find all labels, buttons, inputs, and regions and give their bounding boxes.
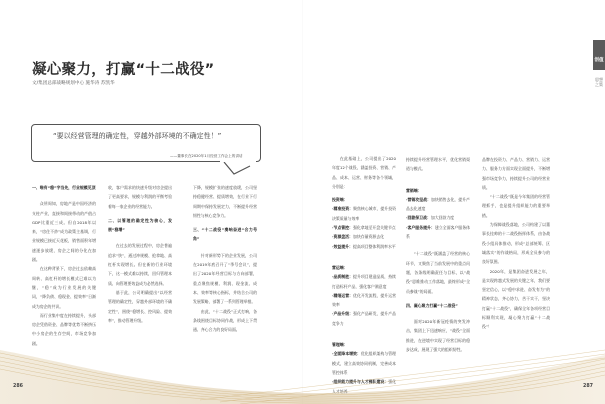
bullet-item: ·精准投资：聚焦核心城市，提升投资决策质量与效率	[332, 206, 396, 221]
bullet-item: ·组织能力提升与人才梯队建设：强化人才培养	[332, 379, 397, 394]
section-heading-2: 二、以管理的确定性为核心，发展“稳增”	[108, 217, 172, 233]
column-5	[406, 155, 470, 354]
paragraph: 为保障战役落地，公司构建了以董事长挂帅的十二战役指挥体系，由各战役小组具体推动，形成“总部统筹、区域落实”的作战格局，形成全员参与的良好氛围。	[482, 222, 550, 265]
page-gutter	[302, 0, 303, 404]
subsection-label: 管理端：	[332, 342, 348, 348]
bullet-item: ·精细运营：优化开发流程，提升运营效率	[332, 292, 396, 308]
bullet-item: ·节点管控：强化拿地至开盘关键节点	[332, 225, 396, 231]
paragraph: 在过去的发展过程中，房企普遍追求“快”，通过冲规模、抢拿地、高杠杆实现增长。但在新的行业环境下，这一模式难以持续，回归管理本质、向管理要效益成为必然选择。	[108, 243, 172, 286]
section-tab-label: 创值	[594, 58, 604, 63]
bullet-item: ·效益提升：提高项目整体利润率水平	[332, 243, 396, 249]
bullet-item: ·营销攻坚战：加快销售去化，提升产品去化速度	[406, 196, 470, 212]
page-number-left: 286	[13, 384, 24, 389]
paragraph: 众所周知，房地产是中国经济的支柱产业，直接和间接带动的产值占GDP比重近三成。但自2018年以来，“房住不炒”成为政策主基调，行业规模已接近天花板，销售面积年增速逐步放缓，房企之间的分化在加剧。	[32, 201, 96, 263]
column-3	[193, 183, 257, 334]
section-sub-label: 思想之策	[595, 77, 603, 87]
paragraph: “十二战役”既涵盖了经营的核心环节，又聚焦了当前发展中的重点问题，各条线明确责任与目标，以“战役”思维推动工作落地，最终形成“全员参战”的局面。	[406, 251, 470, 294]
paragraph: 在这种背景下，房企过去依赖高周转、高杠杆的增长模式已难以为继，“稳”成为行业发展的关键词，“降负债、稳现金、提效率”日渐成为房企的共识。	[32, 266, 96, 309]
section-tab	[593, 40, 605, 70]
bullet-item: ·产品升级：强化产品研发，提升产品竞争力	[332, 311, 396, 326]
paragraph: 2020年，是集团奋进发展之年，是实现跨越式发展的关键之年，我们要坚定信心，以“稳中求进、奋发有为”的精神状态，齐心协力，苦干实干，坚决打赢“十二战役”，确保全年各项经营目标顺利实现，凝心聚力打赢“十二战役”！	[482, 268, 550, 330]
paragraph: 基于此，公司明确提出“以经营管理的确定性，穿越外部环境的不确定性”，围绕“稳增长、控风险、提效率”，推动管理升级。	[108, 289, 172, 323]
paragraph: 收，客户需求的快速升级对房企提出了更高要求，规模与利润的平衡考验着每一家企业的经营能力。	[108, 185, 172, 209]
speech-bubble-tail-icon	[220, 160, 256, 176]
subsection-label: 营销端：	[406, 187, 422, 193]
paragraph: 持续提升经营管理水平，优化营销渠道与模式。	[406, 157, 470, 172]
paragraph: 而行业集中度在持续提升，头部房企凭借资金、品牌等优势不断挤压中小房企的生存空间，市场竞争加剧。	[32, 312, 96, 346]
bullet-item: ·客户服务提升：建立全面客户服务体系	[406, 224, 471, 240]
quote-text: “要以经营管理的确定性，穿越外部环境的不确定性！”	[53, 132, 222, 140]
paragraph: 品牌在投资力、产品力、营销力、运营力、服务力方面实现全面提升，不断增强市场竞争力，持续提升公司的经营业绩。	[482, 157, 550, 190]
bullet-item: ·资源盘活：加快存量资源去化	[332, 234, 385, 240]
paragraph: “十二战役”既是今年集团的经营管理抓手，也是提升组织能力的重要举措。	[482, 194, 550, 218]
bullet-item: ·全面降本增效：优化组织架构与管理模式，建立高效协同机制，完善成本管控体系	[332, 351, 397, 375]
paragraph: 下降，规模扩张的速度放缓，公司坚持稳健经营、提质增效，在行业下行周期中保持发展定力，不断提升经营韧性与核心竞争力。	[193, 185, 257, 218]
quote-attribution: ——董事长在2020年1月经营工作会上的讲话	[170, 154, 243, 158]
column-6	[482, 155, 550, 332]
bullet-item: ·回款保卫战：加大回款力度	[406, 215, 455, 221]
page-number-right: 287	[583, 384, 594, 389]
article-title: 凝心聚力，打赢“十二战役”	[32, 62, 215, 78]
article-byline: 文/集团总部战略规划中心 施华涛 苏凯华	[32, 81, 115, 86]
paragraph: 由此，“十二战役”正式打响，各条线围绕目标协同作战，形成上下贯通、齐心合力的良好局面。	[193, 308, 257, 333]
subsection-label: 投资端：	[332, 197, 348, 203]
paragraph: 面对2020年新冠疫情的突发冲击，集团上下迅速响应，“战役”全面推进，在逆境中实现了经营目标的稳步达成，展现了强大的组织韧性。	[406, 319, 470, 353]
section-heading-1: 一、唯有“稳”字当先，行业规模见顶	[32, 185, 96, 190]
subsection-label: 营运端：	[332, 264, 348, 270]
paragraph: 针对新形势下的企业发展，公司在2019年底召开了“季号会议”，提出了2020年经营目标与方向部署，重点聚焦规模、利润、现金流、成本、效率等核心指标，并结合公司的发展策略，部署了一系列管理举措。	[193, 252, 257, 305]
column-1	[32, 183, 96, 348]
section-heading-4: 四、凝心聚力打赢“十二战役”	[406, 302, 458, 308]
bullet-item: ·品质制胜：提升项目建造品质，持续打造标杆产品，强化客户满意度	[332, 274, 396, 289]
section-heading-3: 三、“十二战役”奏响奋进“合力号角”	[193, 227, 257, 242]
paragraph: 在此基础上，公司提出了2020年度12个战役，涵盖投资、营销、产品、成本、运营、财务等各个领域，分别是：	[332, 156, 396, 189]
column-2	[108, 183, 172, 325]
decorative-wave-icon	[0, 345, 605, 404]
